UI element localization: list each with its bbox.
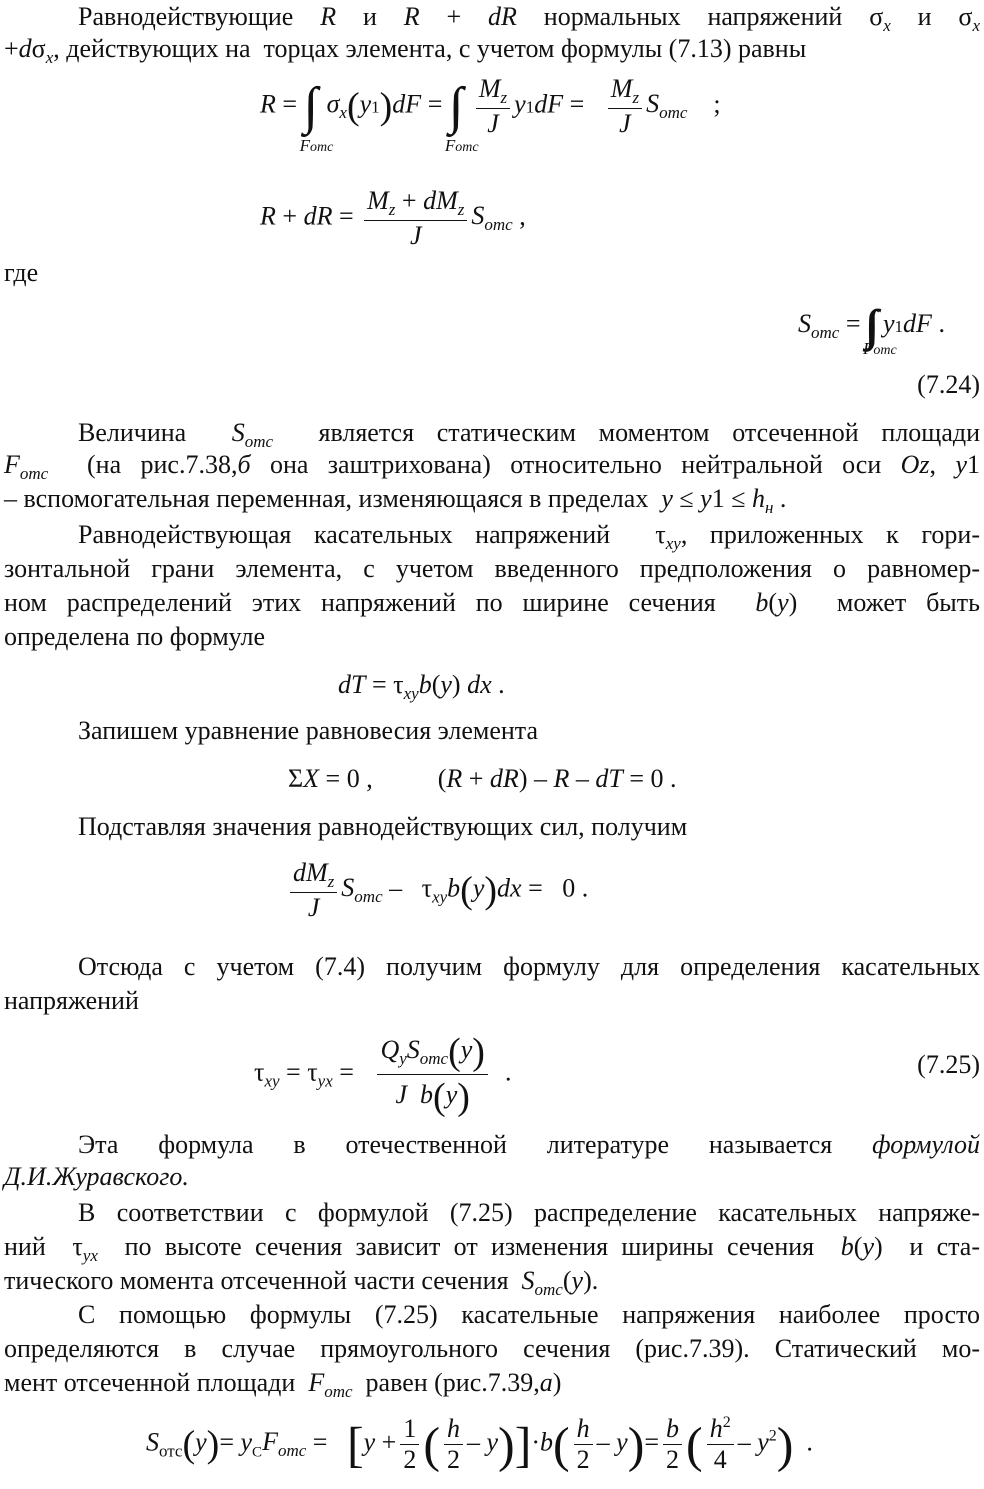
paragraph-9-line-1: С помощью формулы (7.25) касательные напряжения наиболее просто: [78, 1300, 980, 1329]
paragraph-3-line-1: Равнодействующая касательных напряжений $\tau_{xy}$, приложенных к гори-: [78, 520, 980, 553]
paragraph-2-line-3: – вспомогательная переменная, изменяющаяся в пределах $y \le y1 \le h_н$ .: [4, 484, 787, 517]
equation-substitution: $\frac{dM_z}{J}$ $S_{omc} - \tau_{xy}b(y)dx = 0$ .: [286, 858, 588, 923]
paragraph-7-line-2: Д.И.Журавского.: [4, 1162, 189, 1191]
paragraph-5: Подставляя значения равнодействующих сил, получим: [78, 812, 688, 841]
paragraph-3-line-4: определена по формуле: [4, 622, 266, 651]
paragraph-9-line-2: определяются в случае прямоугольного сечения (рис.7.39). Статический мо-: [4, 1334, 980, 1363]
equation-number-7-25: (7.25): [917, 1050, 980, 1079]
paragraph-4: Запишем уравнение равновесия элемента: [78, 716, 538, 745]
paragraph-6-line-1: Отсюда с учетом (7.4) получим формулу для определения касательных: [78, 952, 980, 981]
paragraph-8-line-1: В соответствии с формулой (7.25) распределение касательных напряже-: [78, 1198, 980, 1227]
paragraph-2-line-2: $F_{omc}$ (на рис.7.38,б она заштрихована) относительно нейтральной оси Oz, y1: [4, 450, 980, 483]
equation-dT: dT = $\tau_{xy}b(y)$ dx .: [338, 670, 505, 703]
equation-resultant-R-plus-dR: R + dR = $\frac{M_z + dM_z}{J}$ $S_{omc}$ ,: [260, 186, 526, 250]
equation-zhuravsky: $\tau_{xy} = \tau_{yx}$ = $\frac{Q_yS_{omc}(y)}{\text{J b(y)}}$ .: [254, 1031, 512, 1118]
paragraph-8-line-2: ний $\tau_{yx}$ по высоте сечения зависит от изменения ширины сечения b(y) и ста-: [4, 1232, 980, 1265]
equation-number-7-24: (7.24): [917, 370, 980, 399]
paragraph-2-line-1: Величина $S_{omc}$ является статическим моментом отсеченной площади: [78, 418, 981, 451]
paragraph-7-line-1: Эта формула в отечественной литературе называется формулой: [78, 1130, 980, 1159]
paragraph-1-line-1: Равнодействующие R и R + dR нормальных напряжений $\sigma_x$ и $\sigma_x$: [78, 2, 980, 35]
equation-resultant-R: R = ∫∫ Fomc $\sigma_x(y1)dF$ = ∫∫ Fomc $\frac{M_z}{J}$ y1dF = $\frac{M_z}{J}$ $S_{omc}$ ;: [260, 74, 721, 155]
equation-static-moment: $S_{omc}$ = Fomc y1dF .: [798, 308, 945, 358]
paragraph-9-line-3: мент отсеченной площади $F_{omc}$ равен (рис.7.39,а): [4, 1368, 562, 1401]
paragraph-3-line-2: зонтальной грани элемента, с учетом введенного предположения о равномер-: [4, 554, 980, 583]
paragraph-8-line-3: тического момента отсеченной части сечения $S_{omc}(y)$.: [4, 1266, 599, 1299]
paragraph-6-line-2: напряжений: [4, 986, 139, 1015]
paragraph-3-line-3: ном распределений этих напряжений по ширине сечения b(y) может быть: [4, 588, 980, 617]
equation-equilibrium: ΣX = 0 , (R + dR) – R – dT = 0 .: [288, 764, 677, 793]
equation-rectangular-static-moment: $S_{отс}(y)= y_CF_{omc} = [y$ + $\frac{1}{2}$ ( $\frac{h}{2}$ – y)]·b( $\frac{h}{2}$ – y)= $\frac{b}{2}$ ( $\frac{h^2}{4}$ – $y^2$) .: [146, 1414, 813, 1474]
paragraph-1-line-2: $+d\sigma_x$, действующих на торцах элемента, с учетом формулы (7.13) равны: [4, 34, 807, 67]
word-gde: где: [4, 258, 39, 287]
